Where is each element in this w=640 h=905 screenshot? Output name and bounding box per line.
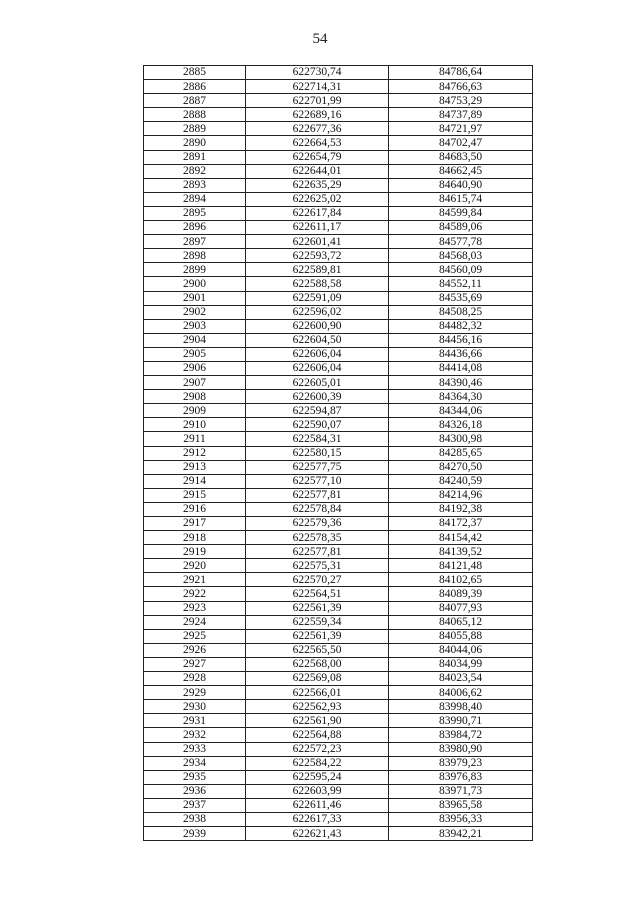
point-number-cell: 2922 [144, 587, 246, 601]
point-number-cell: 2896 [144, 221, 246, 235]
y-coordinate-cell: 84577,78 [389, 235, 533, 249]
table-row [144, 178, 533, 192]
x-coordinate-cell: 622635,29 [246, 178, 389, 192]
point-number-cell: 2932 [144, 728, 246, 742]
y-coordinate-cell: 83998,40 [389, 700, 533, 714]
point-number-cell: 2889 [144, 122, 246, 136]
point-number-cell: 2921 [144, 573, 246, 587]
point-number-cell: 2918 [144, 531, 246, 545]
x-coordinate-cell: 622578,35 [246, 531, 389, 545]
y-coordinate-cell: 83990,71 [389, 714, 533, 728]
table-row [144, 319, 533, 333]
table-row [144, 164, 533, 178]
table-row [144, 221, 533, 235]
x-coordinate-cell: 622588,58 [246, 277, 389, 291]
y-coordinate-cell: 84089,39 [389, 587, 533, 601]
x-coordinate-cell: 622579,36 [246, 517, 389, 531]
point-number-cell: 2902 [144, 305, 246, 319]
y-coordinate-cell: 84300,98 [389, 432, 533, 446]
table-row [144, 488, 533, 502]
y-coordinate-cell: 83942,21 [389, 827, 533, 841]
x-coordinate-cell: 622591,09 [246, 291, 389, 305]
table-row [144, 545, 533, 559]
y-coordinate-cell: 84192,38 [389, 502, 533, 516]
x-coordinate-cell: 622559,34 [246, 615, 389, 629]
y-coordinate-cell: 84552,11 [389, 277, 533, 291]
y-coordinate-cell: 84766,63 [389, 80, 533, 94]
coordinates-table [143, 65, 533, 841]
point-number-cell: 2892 [144, 164, 246, 178]
point-number-cell: 2907 [144, 376, 246, 390]
y-coordinate-cell: 84702,47 [389, 136, 533, 150]
x-coordinate-cell: 622593,72 [246, 249, 389, 263]
point-number-cell: 2900 [144, 277, 246, 291]
point-number-cell: 2901 [144, 291, 246, 305]
y-coordinate-cell: 84154,42 [389, 531, 533, 545]
y-coordinate-cell: 84139,52 [389, 545, 533, 559]
y-coordinate-cell: 84065,12 [389, 615, 533, 629]
table-row [144, 742, 533, 756]
y-coordinate-cell: 84172,37 [389, 517, 533, 531]
x-coordinate-cell: 622603,99 [246, 784, 389, 798]
x-coordinate-cell: 622621,43 [246, 827, 389, 841]
table-row [144, 657, 533, 671]
y-coordinate-cell: 84326,18 [389, 418, 533, 432]
y-coordinate-cell: 84599,84 [389, 206, 533, 220]
y-coordinate-cell: 84240,59 [389, 474, 533, 488]
y-coordinate-cell: 84683,50 [389, 150, 533, 164]
table-row [144, 672, 533, 686]
x-coordinate-cell: 622565,50 [246, 643, 389, 657]
point-number-cell: 2904 [144, 333, 246, 347]
table-row [144, 502, 533, 516]
table-row [144, 827, 533, 841]
y-coordinate-cell: 83980,90 [389, 742, 533, 756]
table-row [144, 460, 533, 474]
y-coordinate-cell: 84589,06 [389, 221, 533, 235]
x-coordinate-cell: 622654,79 [246, 150, 389, 164]
table-row [144, 714, 533, 728]
table-row [144, 474, 533, 488]
point-number-cell: 2929 [144, 686, 246, 700]
table-row [144, 798, 533, 812]
x-coordinate-cell: 622580,15 [246, 446, 389, 460]
point-number-cell: 2939 [144, 827, 246, 841]
point-number-cell: 2924 [144, 615, 246, 629]
y-coordinate-cell: 84006,62 [389, 686, 533, 700]
table-row [144, 559, 533, 573]
table-row [144, 305, 533, 319]
table-row [144, 94, 533, 108]
x-coordinate-cell: 622601,41 [246, 235, 389, 249]
table-row [144, 629, 533, 643]
x-coordinate-cell: 622577,10 [246, 474, 389, 488]
point-number-cell: 2906 [144, 361, 246, 375]
x-coordinate-cell: 622606,04 [246, 347, 389, 361]
x-coordinate-cell: 622577,81 [246, 488, 389, 502]
x-coordinate-cell: 622568,00 [246, 657, 389, 671]
x-coordinate-cell: 622564,88 [246, 728, 389, 742]
x-coordinate-cell: 622689,16 [246, 108, 389, 122]
y-coordinate-cell: 84344,06 [389, 404, 533, 418]
point-number-cell: 2937 [144, 798, 246, 812]
table-row [144, 756, 533, 770]
point-number-cell: 2895 [144, 206, 246, 220]
point-number-cell: 2887 [144, 94, 246, 108]
y-coordinate-cell: 84270,50 [389, 460, 533, 474]
y-coordinate-cell: 84560,09 [389, 263, 533, 277]
x-coordinate-cell: 622569,08 [246, 672, 389, 686]
y-coordinate-cell: 84721,97 [389, 122, 533, 136]
y-coordinate-cell: 83971,73 [389, 784, 533, 798]
table-row [144, 446, 533, 460]
table-row [144, 347, 533, 361]
point-number-cell: 2912 [144, 446, 246, 460]
point-number-cell: 2931 [144, 714, 246, 728]
point-number-cell: 2927 [144, 657, 246, 671]
point-number-cell: 2890 [144, 136, 246, 150]
table-row [144, 136, 533, 150]
point-number-cell: 2915 [144, 488, 246, 502]
x-coordinate-cell: 622664,53 [246, 136, 389, 150]
x-coordinate-cell: 622566,01 [246, 686, 389, 700]
y-coordinate-cell: 84482,32 [389, 319, 533, 333]
table-row [144, 615, 533, 629]
point-number-cell: 2899 [144, 263, 246, 277]
y-coordinate-cell: 84414,08 [389, 361, 533, 375]
table-row [144, 418, 533, 432]
x-coordinate-cell: 622730,74 [246, 66, 389, 80]
point-number-cell: 2920 [144, 559, 246, 573]
y-coordinate-cell: 84753,29 [389, 94, 533, 108]
table-row [144, 390, 533, 404]
table-row [144, 531, 533, 545]
point-number-cell: 2908 [144, 390, 246, 404]
x-coordinate-cell: 622600,90 [246, 319, 389, 333]
x-coordinate-cell: 622564,51 [246, 587, 389, 601]
y-coordinate-cell: 84055,88 [389, 629, 533, 643]
point-number-cell: 2911 [144, 432, 246, 446]
y-coordinate-cell: 84786,64 [389, 66, 533, 80]
point-number-cell: 2914 [144, 474, 246, 488]
table-row [144, 66, 533, 80]
x-coordinate-cell: 622562,93 [246, 700, 389, 714]
x-coordinate-cell: 622572,23 [246, 742, 389, 756]
table-row [144, 108, 533, 122]
y-coordinate-cell: 84615,74 [389, 192, 533, 206]
x-coordinate-cell: 622561,39 [246, 601, 389, 615]
x-coordinate-cell: 622561,90 [246, 714, 389, 728]
table-row [144, 376, 533, 390]
point-number-cell: 2897 [144, 235, 246, 249]
table-row [144, 361, 533, 375]
x-coordinate-cell: 622625,02 [246, 192, 389, 206]
point-number-cell: 2891 [144, 150, 246, 164]
point-number-cell: 2885 [144, 66, 246, 80]
x-coordinate-cell: 622570,27 [246, 573, 389, 587]
x-coordinate-cell: 622600,39 [246, 390, 389, 404]
point-number-cell: 2919 [144, 545, 246, 559]
coordinates-table-body [144, 66, 533, 841]
x-coordinate-cell: 622701,99 [246, 94, 389, 108]
x-coordinate-cell: 622714,31 [246, 80, 389, 94]
x-coordinate-cell: 622594,87 [246, 404, 389, 418]
y-coordinate-cell: 83965,58 [389, 798, 533, 812]
x-coordinate-cell: 622677,36 [246, 122, 389, 136]
table-row [144, 263, 533, 277]
point-number-cell: 2928 [144, 672, 246, 686]
table-row [144, 206, 533, 220]
point-number-cell: 2916 [144, 502, 246, 516]
x-coordinate-cell: 622578,84 [246, 502, 389, 516]
x-coordinate-cell: 622617,84 [246, 206, 389, 220]
y-coordinate-cell: 84662,45 [389, 164, 533, 178]
x-coordinate-cell: 622611,46 [246, 798, 389, 812]
x-coordinate-cell: 622605,01 [246, 376, 389, 390]
table-row [144, 686, 533, 700]
table-row [144, 249, 533, 263]
y-coordinate-cell: 84121,48 [389, 559, 533, 573]
table-row [144, 80, 533, 94]
x-coordinate-cell: 622644,01 [246, 164, 389, 178]
y-coordinate-cell: 84508,25 [389, 305, 533, 319]
point-number-cell: 2933 [144, 742, 246, 756]
y-coordinate-cell: 84640,90 [389, 178, 533, 192]
table-row [144, 728, 533, 742]
table-row [144, 601, 533, 615]
point-number-cell: 2934 [144, 756, 246, 770]
y-coordinate-cell: 84456,16 [389, 333, 533, 347]
y-coordinate-cell: 83976,83 [389, 770, 533, 784]
y-coordinate-cell: 84285,65 [389, 446, 533, 460]
table-row [144, 643, 533, 657]
y-coordinate-cell: 84737,89 [389, 108, 533, 122]
table-row [144, 812, 533, 826]
x-coordinate-cell: 622611,17 [246, 221, 389, 235]
point-number-cell: 2898 [144, 249, 246, 263]
y-coordinate-cell: 83979,23 [389, 756, 533, 770]
y-coordinate-cell: 84535,69 [389, 291, 533, 305]
point-number-cell: 2894 [144, 192, 246, 206]
point-number-cell: 2936 [144, 784, 246, 798]
x-coordinate-cell: 622577,75 [246, 460, 389, 474]
table-row [144, 432, 533, 446]
x-coordinate-cell: 622604,50 [246, 333, 389, 347]
y-coordinate-cell: 84102,65 [389, 573, 533, 587]
point-number-cell: 2888 [144, 108, 246, 122]
table-row [144, 517, 533, 531]
x-coordinate-cell: 622584,22 [246, 756, 389, 770]
x-coordinate-cell: 622561,39 [246, 629, 389, 643]
x-coordinate-cell: 622590,07 [246, 418, 389, 432]
page-number: 54 [312, 31, 328, 47]
point-number-cell: 2903 [144, 319, 246, 333]
y-coordinate-cell: 84044,06 [389, 643, 533, 657]
y-coordinate-cell: 84568,03 [389, 249, 533, 263]
x-coordinate-cell: 622575,31 [246, 559, 389, 573]
point-number-cell: 2926 [144, 643, 246, 657]
point-number-cell: 2910 [144, 418, 246, 432]
table-row [144, 404, 533, 418]
table-row [144, 587, 533, 601]
point-number-cell: 2925 [144, 629, 246, 643]
y-coordinate-cell: 83956,33 [389, 812, 533, 826]
y-coordinate-cell: 84436,66 [389, 347, 533, 361]
point-number-cell: 2886 [144, 80, 246, 94]
table-row [144, 192, 533, 206]
point-number-cell: 2938 [144, 812, 246, 826]
table-row [144, 291, 533, 305]
table-row [144, 770, 533, 784]
x-coordinate-cell: 622617,33 [246, 812, 389, 826]
table-row [144, 700, 533, 714]
table-row [144, 122, 533, 136]
point-number-cell: 2917 [144, 517, 246, 531]
y-coordinate-cell: 84364,30 [389, 390, 533, 404]
point-number-cell: 2893 [144, 178, 246, 192]
point-number-cell: 2913 [144, 460, 246, 474]
x-coordinate-cell: 622577,81 [246, 545, 389, 559]
table-row [144, 573, 533, 587]
point-number-cell: 2905 [144, 347, 246, 361]
point-number-cell: 2923 [144, 601, 246, 615]
y-coordinate-cell: 84390,46 [389, 376, 533, 390]
table-row [144, 784, 533, 798]
table-row [144, 235, 533, 249]
x-coordinate-cell: 622595,24 [246, 770, 389, 784]
y-coordinate-cell: 83984,72 [389, 728, 533, 742]
x-coordinate-cell: 622589,81 [246, 263, 389, 277]
x-coordinate-cell: 622596,02 [246, 305, 389, 319]
point-number-cell: 2930 [144, 700, 246, 714]
y-coordinate-cell: 84214,96 [389, 488, 533, 502]
table-row [144, 277, 533, 291]
point-number-cell: 2935 [144, 770, 246, 784]
y-coordinate-cell: 84034,99 [389, 657, 533, 671]
x-coordinate-cell: 622584,31 [246, 432, 389, 446]
x-coordinate-cell: 622606,04 [246, 361, 389, 375]
y-coordinate-cell: 84077,93 [389, 601, 533, 615]
table-row [144, 150, 533, 164]
y-coordinate-cell: 84023,54 [389, 672, 533, 686]
point-number-cell: 2909 [144, 404, 246, 418]
table-row [144, 333, 533, 347]
